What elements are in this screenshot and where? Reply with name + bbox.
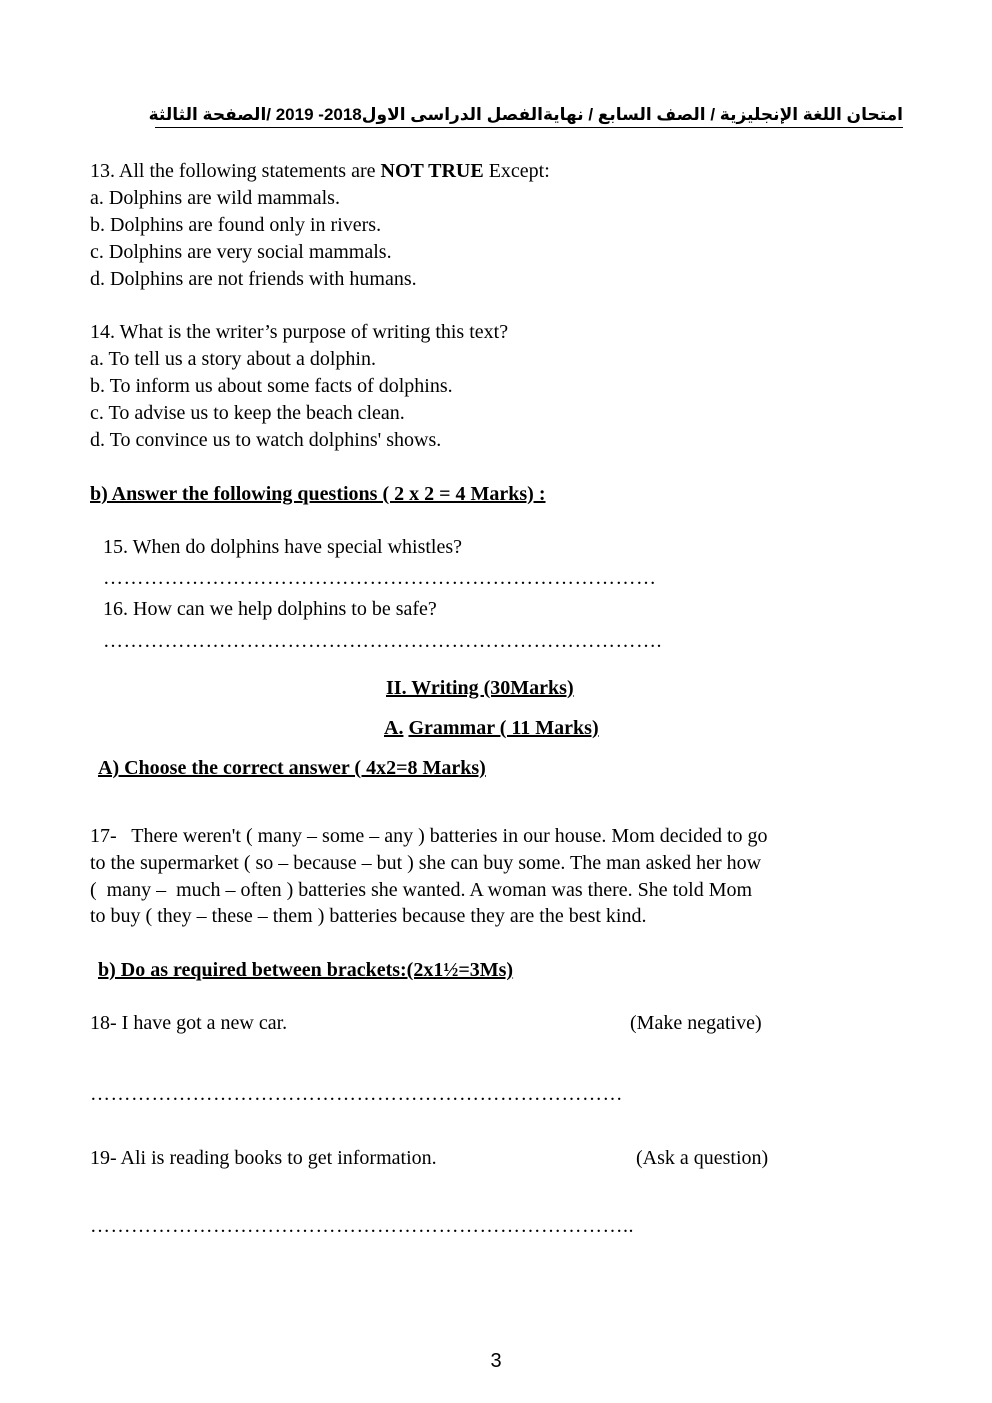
question-14-stem: 14. What is the writer’s purpose of writing this text? bbox=[90, 321, 509, 343]
q17-line-3: ( many – much – often ) batteries she wanted. A woman was there. She told Mom bbox=[90, 879, 753, 901]
q14-option-b: b. To inform us about some facts of dolphins. bbox=[90, 375, 453, 397]
q17-line-2: to the supermarket ( so – because – but ) she can buy some. The man asked her how bbox=[90, 852, 762, 874]
q18-answer-line[interactable]: …………………………………………………………………… bbox=[90, 1083, 623, 1105]
page-number: 3 bbox=[490, 1350, 502, 1372]
q13-stem-bold: NOT TRUE bbox=[380, 160, 484, 182]
q19-instruction: (Ask a question) bbox=[636, 1147, 769, 1169]
q13-stem-prefix: 13. All the following statements are bbox=[90, 160, 381, 182]
q16-answer-line[interactable]: ………………………………………………………………………. bbox=[103, 630, 662, 652]
q17-line-4: to buy ( they – these – them ) batteries because they are the best kind. bbox=[90, 905, 647, 927]
question-16: 16. How can we help dolphins to be safe? bbox=[103, 598, 437, 620]
question-13-stem bbox=[90, 160, 550, 182]
grammar-heading bbox=[384, 717, 599, 739]
q13-stem-suffix: Except: bbox=[483, 160, 550, 182]
q14-option-d: d. To convince us to watch dolphins' shows. bbox=[90, 429, 442, 451]
q15-answer-line[interactable]: ……………………………………………………………………… bbox=[103, 567, 657, 589]
q18-instruction: (Make negative) bbox=[630, 1012, 762, 1034]
question-15: 15. When do dolphins have special whistles? bbox=[103, 536, 463, 558]
question-18: 18- I have got a new car. bbox=[90, 1012, 288, 1034]
do-as-required-title: b) Do as required between brackets:(2x1½=3Ms) bbox=[98, 959, 514, 981]
page-header: امتحان اللغة الإنجليزية / الصف السابع / نهايةالفصل الدراسى الاول2018- 2019 /الصفحة الثالثة bbox=[155, 104, 903, 128]
grammar-title: Grammar ( 11 Marks) bbox=[408, 717, 599, 739]
q14-option-c: c. To advise us to keep the beach clean. bbox=[90, 402, 405, 424]
section-b-title: b) Answer the following questions ( 2 x 2 = 4 Marks) : bbox=[90, 483, 546, 505]
choose-correct-title: A) Choose the correct answer ( 4x2=8 Marks) bbox=[98, 757, 486, 779]
grammar-letter: A. bbox=[384, 717, 404, 739]
q13-option-c: c. Dolphins are very social mammals. bbox=[90, 241, 392, 263]
q14-option-a: a. To tell us a story about a dolphin. bbox=[90, 348, 376, 370]
q19-answer-line[interactable]: …………………………………………………………………….. bbox=[90, 1215, 634, 1237]
q13-option-d: d. Dolphins are not friends with humans. bbox=[90, 268, 417, 290]
q13-option-b: b. Dolphins are found only in rivers. bbox=[90, 214, 382, 236]
question-19: 19- Ali is reading books to get information. bbox=[90, 1147, 437, 1169]
q13-option-a: a. Dolphins are wild mammals. bbox=[90, 187, 340, 209]
writing-section-title: II. Writing (30Marks) bbox=[386, 677, 574, 699]
q17-line-1: 17- There weren't ( many – some – any ) batteries in our house. Mom decided to go bbox=[90, 825, 768, 847]
